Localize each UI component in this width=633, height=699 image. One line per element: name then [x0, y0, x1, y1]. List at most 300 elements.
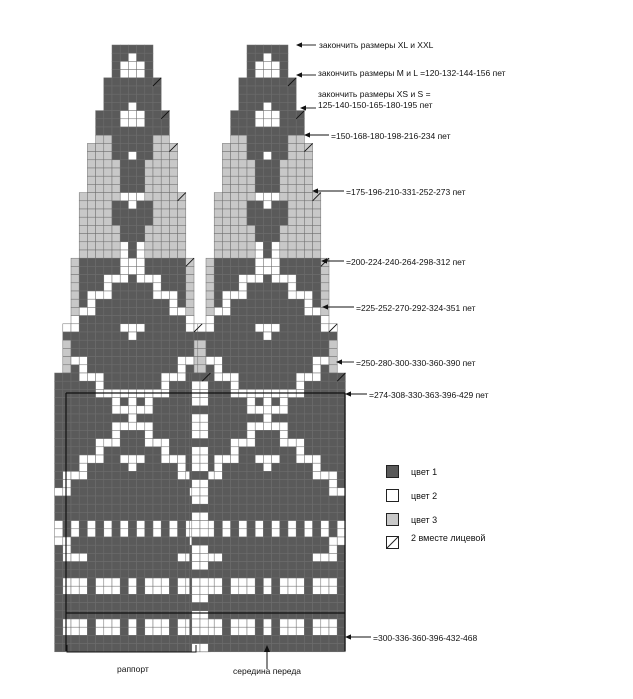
- chart-cell: [222, 463, 230, 471]
- chart-cell: [280, 488, 288, 496]
- chart-cell: [96, 307, 104, 315]
- chart-cell: [247, 78, 255, 86]
- chart-cell: [87, 406, 95, 414]
- chart-cell: [192, 619, 200, 627]
- chart-cell: [288, 102, 296, 110]
- chart-cell: [178, 496, 186, 504]
- chart-cell: [137, 250, 145, 258]
- chart-cell: [329, 463, 337, 471]
- chart-cell: [296, 455, 304, 463]
- chart-cell: [128, 242, 136, 250]
- chart-cell: [192, 447, 200, 455]
- chart-cell: [63, 348, 71, 356]
- chart-cell: [79, 430, 87, 438]
- chart-cell: [231, 275, 239, 283]
- chart-cell: [63, 627, 71, 635]
- chart-cell: [79, 455, 87, 463]
- chart-cell: [247, 471, 255, 479]
- chart-cell: [104, 127, 112, 135]
- chart-cell: [104, 86, 112, 94]
- chart-cell: [153, 529, 161, 537]
- chart-cell: [104, 242, 112, 250]
- chart-cell: [128, 176, 136, 184]
- chart-cell: [161, 250, 169, 258]
- chart-cell: [63, 578, 71, 586]
- chart-cell: [120, 340, 128, 348]
- chart-cell: [214, 512, 222, 520]
- chart-cell: [288, 586, 296, 594]
- chart-cell: [153, 406, 161, 414]
- legend-label-color3: цвет 3: [411, 514, 438, 525]
- chart-cell: [255, 512, 263, 520]
- chart-cell: [128, 102, 136, 110]
- chart-cell: [96, 234, 104, 242]
- chart-cell: [280, 644, 288, 652]
- chart-cell: [87, 398, 95, 406]
- chart-cell: [337, 447, 345, 455]
- chart-cell: [161, 201, 169, 209]
- chart-cell: [304, 496, 312, 504]
- chart-cell: [178, 406, 186, 414]
- chart-cell: [214, 553, 222, 561]
- chart-cell: [263, 586, 271, 594]
- chart-cell: [120, 365, 128, 373]
- chart-cell: [87, 447, 95, 455]
- chart-cell: [112, 111, 120, 119]
- chart-cell: [255, 562, 263, 570]
- chart-cell: [337, 619, 345, 627]
- chart-cell: [112, 627, 120, 635]
- chart-cell: [222, 217, 230, 225]
- chart-cell: [96, 348, 104, 356]
- chart-cell: [222, 480, 230, 488]
- chart-cell: [153, 176, 161, 184]
- chart-cell: [329, 439, 337, 447]
- chart-cell: [222, 348, 230, 356]
- chart-cell: [120, 316, 128, 324]
- chart-cell: [272, 422, 280, 430]
- chart-cell: [214, 340, 222, 348]
- chart-cell: [296, 414, 304, 422]
- chart-cell: [137, 644, 145, 652]
- chart-cell: [239, 168, 247, 176]
- chart-cell: [145, 414, 153, 422]
- chart-cell: [161, 127, 169, 135]
- chart-cell: [96, 635, 104, 643]
- chart-cell: [304, 340, 312, 348]
- chart-cell: [128, 430, 136, 438]
- chart-cell: [128, 45, 136, 53]
- chart-cell: [169, 644, 177, 652]
- chart-cell: [87, 512, 95, 520]
- chart-cell: [161, 627, 169, 635]
- chart-cell: [55, 529, 63, 537]
- chart-cell: [296, 644, 304, 652]
- chart-cell: [112, 119, 120, 127]
- chart-cell: [222, 381, 230, 389]
- chart-cell: [137, 225, 145, 233]
- chart-cell: [145, 86, 153, 94]
- chart-cell: [128, 644, 136, 652]
- chart-cell: [112, 316, 120, 324]
- chart-cell: [337, 512, 345, 520]
- chart-cell: [272, 94, 280, 102]
- chart-cell: [263, 373, 271, 381]
- chart-cell: [71, 275, 79, 283]
- chart-cell: [169, 201, 177, 209]
- chart-cell: [280, 193, 288, 201]
- chart-cell: [263, 504, 271, 512]
- chart-cell: [296, 430, 304, 438]
- chart-cell: [329, 398, 337, 406]
- chart-cell: [161, 619, 169, 627]
- chart-cell: [200, 635, 208, 643]
- chart-cell: [79, 332, 87, 340]
- chart-cell: [145, 586, 153, 594]
- chart-cell: [96, 439, 104, 447]
- chart-cell: [255, 283, 263, 291]
- chart-cell: [128, 553, 136, 561]
- chart-cell: [329, 348, 337, 356]
- chart-cell: [329, 340, 337, 348]
- chart-cell: [128, 299, 136, 307]
- chart-cell: [321, 471, 329, 479]
- chart-cell: [247, 365, 255, 373]
- chart-cell: [128, 316, 136, 324]
- chart-cell: [214, 406, 222, 414]
- chart-cell: [186, 275, 194, 283]
- chart-cell: [87, 627, 95, 635]
- chart-cell: [145, 455, 153, 463]
- chart-cell: [96, 160, 104, 168]
- chart-cell: [296, 266, 304, 274]
- chart-cell: [247, 406, 255, 414]
- chart-cell: [104, 512, 112, 520]
- chart-cell: [222, 365, 230, 373]
- chart-cell: [200, 594, 208, 602]
- chart-cell: [214, 250, 222, 258]
- chart-cell: [96, 504, 104, 512]
- chart-cell: [288, 504, 296, 512]
- chart-cell: [112, 529, 120, 537]
- chart-cell: [304, 225, 312, 233]
- chart-cell: [296, 209, 304, 217]
- chart-cell: [200, 398, 208, 406]
- chart-cell: [87, 184, 95, 192]
- chart-cell: [247, 357, 255, 365]
- chart-cell: [296, 512, 304, 520]
- chart-cell: [255, 414, 263, 422]
- chart-cell: [71, 553, 79, 561]
- chart-cell: [137, 307, 145, 315]
- chart-cell: [255, 332, 263, 340]
- chart-cell: [55, 586, 63, 594]
- chart-cell: [104, 627, 112, 635]
- chart-cell: [296, 127, 304, 135]
- chart-cell: [198, 348, 206, 356]
- chart-cell: [296, 299, 304, 307]
- chart-cell: [87, 357, 95, 365]
- chart-cell: [63, 611, 71, 619]
- chart-cell: [272, 53, 280, 61]
- chart-cell: [153, 512, 161, 520]
- chart-cell: [255, 611, 263, 619]
- chart-cell: [280, 160, 288, 168]
- chart-cell: [222, 332, 230, 340]
- chart-cell: [206, 258, 214, 266]
- chart-cell: [337, 635, 345, 643]
- chart-cell: [120, 119, 128, 127]
- chart-cell: [288, 357, 296, 365]
- chart-cell: [200, 578, 208, 586]
- chart-cell: [272, 217, 280, 225]
- chart-cell: [231, 562, 239, 570]
- chart-cell: [71, 594, 79, 602]
- chart-cell: [263, 111, 271, 119]
- chart-cell: [214, 193, 222, 201]
- chart-cell: [137, 70, 145, 78]
- chart-cell: [263, 635, 271, 643]
- chart-cell: [321, 340, 329, 348]
- chart-cell: [247, 102, 255, 110]
- chart-cell: [296, 332, 304, 340]
- chart-cell: [192, 488, 200, 496]
- chart-cell: [272, 340, 280, 348]
- chart-cell: [337, 611, 345, 619]
- chart-cell: [104, 78, 112, 86]
- chart-cell: [231, 234, 239, 242]
- chart-cell: [280, 275, 288, 283]
- chart-cell: [192, 471, 200, 479]
- chart-cell: [120, 283, 128, 291]
- annotation-arrow-head: [345, 634, 351, 639]
- chart-cell: [153, 242, 161, 250]
- chart-cell: [96, 152, 104, 160]
- chart-cell: [137, 94, 145, 102]
- chart-cell: [161, 463, 169, 471]
- chart-cell: [329, 521, 337, 529]
- chart-cell: [288, 365, 296, 373]
- chart-cell: [178, 439, 186, 447]
- chart-cell: [313, 373, 321, 381]
- chart-cell: [120, 422, 128, 430]
- chart-cell: [288, 512, 296, 520]
- chart-cell: [337, 521, 345, 529]
- chart-cell: [321, 373, 329, 381]
- chart-cell: [313, 537, 321, 545]
- chart-cell: [263, 307, 271, 315]
- chart-cell: [112, 201, 120, 209]
- chart-cell: [178, 234, 186, 242]
- chart-cell: [280, 242, 288, 250]
- chart-cell: [161, 586, 169, 594]
- chart-cell: [169, 234, 177, 242]
- annotation-row-175: =175-196-210-331-252-273 пет: [346, 187, 466, 197]
- chart-cell: [239, 94, 247, 102]
- annotation-row-225: =225-252-270-292-324-351 пет: [356, 303, 476, 313]
- chart-cell: [104, 562, 112, 570]
- chart-cell: [296, 119, 304, 127]
- chart-cell: [239, 119, 247, 127]
- chart-cell: [255, 217, 263, 225]
- chart-cell: [137, 168, 145, 176]
- chart-cell: [321, 553, 329, 561]
- chart-cell: [247, 152, 255, 160]
- chart-cell: [288, 545, 296, 553]
- chart-cell: [178, 381, 186, 389]
- chart-cell: [120, 406, 128, 414]
- chart-cell: [313, 275, 321, 283]
- chart-cell: [272, 332, 280, 340]
- chart-cell: [87, 275, 95, 283]
- chart-cell: [79, 258, 87, 266]
- chart-cell: [200, 521, 208, 529]
- chart-cell: [239, 488, 247, 496]
- chart-cell: [169, 480, 177, 488]
- chart-cell: [178, 209, 186, 217]
- chart-cell: [214, 430, 222, 438]
- chart-cell: [231, 635, 239, 643]
- chart-cell: [296, 422, 304, 430]
- chart-cell: [153, 586, 161, 594]
- chart-cell: [104, 152, 112, 160]
- chart-cell: [255, 594, 263, 602]
- chart-cell: [63, 529, 71, 537]
- chart-cell: [96, 127, 104, 135]
- chart-cell: [178, 619, 186, 627]
- chart-cell: [178, 299, 186, 307]
- chart-cell: [96, 266, 104, 274]
- chart-cell: [200, 586, 208, 594]
- chart-cell: [313, 332, 321, 340]
- chart-cell: [231, 348, 239, 356]
- chart-cell: [239, 521, 247, 529]
- chart-cell: [112, 635, 120, 643]
- chart-cell: [87, 365, 95, 373]
- chart-cell: [104, 111, 112, 119]
- chart-cell: [288, 234, 296, 242]
- chart-cell: [313, 455, 321, 463]
- chart-cell: [222, 414, 230, 422]
- chart-cell: [169, 512, 177, 520]
- chart-cell: [214, 529, 222, 537]
- chart-cell: [222, 299, 230, 307]
- chart-cell: [288, 275, 296, 283]
- chart-cell: [145, 627, 153, 635]
- chart-cell: [169, 184, 177, 192]
- chart-cell: [153, 307, 161, 315]
- chart-cell: [79, 537, 87, 545]
- chart-cell: [96, 455, 104, 463]
- chart-cell: [288, 225, 296, 233]
- chart-cell: [112, 471, 120, 479]
- chart-cell: [71, 291, 79, 299]
- chart-cell: [247, 45, 255, 53]
- chart-cell: [272, 373, 280, 381]
- chart-cell: [214, 275, 222, 283]
- chart-cell: [313, 627, 321, 635]
- chart-cell: [96, 119, 104, 127]
- chart-cell: [96, 480, 104, 488]
- chart-cell: [178, 521, 186, 529]
- chart-cell: [263, 86, 271, 94]
- chart-cell: [304, 611, 312, 619]
- chart-cell: [71, 398, 79, 406]
- chart-cell: [153, 152, 161, 160]
- chart-cell: [79, 398, 87, 406]
- chart-cell: [96, 422, 104, 430]
- chart-cell: [186, 299, 194, 307]
- chart-cell: [263, 414, 271, 422]
- chart-cell: [120, 562, 128, 570]
- chart-cell: [153, 316, 161, 324]
- chart-cell: [255, 373, 263, 381]
- chart-cell: [239, 111, 247, 119]
- chart-cell: [153, 184, 161, 192]
- chart-cell: [128, 111, 136, 119]
- chart-cell: [255, 537, 263, 545]
- chart-cell: [104, 168, 112, 176]
- chart-cell: [239, 209, 247, 217]
- chart-cell: [214, 578, 222, 586]
- chart-cell: [313, 365, 321, 373]
- chart-cell: [255, 184, 263, 192]
- chart-cell: [247, 324, 255, 332]
- chart-cell: [304, 488, 312, 496]
- chart-cell: [329, 365, 337, 373]
- chart-cell: [178, 291, 186, 299]
- chart-cell: [178, 324, 186, 332]
- chart-cell: [137, 184, 145, 192]
- chart-cell: [214, 619, 222, 627]
- chart-cell: [87, 594, 95, 602]
- chart-cell: [200, 422, 208, 430]
- chart-cell: [145, 78, 153, 86]
- chart-cell: [145, 562, 153, 570]
- chart-cell: [71, 488, 79, 496]
- chart-cell: [112, 143, 120, 151]
- chart-cell: [255, 143, 263, 151]
- chart-cell: [55, 430, 63, 438]
- chart-cell: [222, 291, 230, 299]
- chart-cell: [137, 316, 145, 324]
- chart-cell: [255, 570, 263, 578]
- chart-cell: [71, 266, 79, 274]
- chart-cell: [214, 414, 222, 422]
- chart-cell: [329, 562, 337, 570]
- chart-cell: [87, 168, 95, 176]
- chart-cell: [231, 586, 239, 594]
- chart-cell: [192, 455, 200, 463]
- chart-cell: [112, 176, 120, 184]
- chart-cell: [239, 644, 247, 652]
- chart-cell: [255, 102, 263, 110]
- chart-cell: [272, 152, 280, 160]
- chart-cell: [128, 422, 136, 430]
- chart-cell: [313, 357, 321, 365]
- chart-cell: [137, 143, 145, 151]
- chart-cell: [313, 201, 321, 209]
- chart-cell: [145, 521, 153, 529]
- chart-cell: [192, 398, 200, 406]
- chart-cell: [247, 53, 255, 61]
- chart-cell: [321, 496, 329, 504]
- chart-cell: [178, 644, 186, 652]
- chart-cell: [169, 562, 177, 570]
- chart-cell: [192, 381, 200, 389]
- chart-cell: [161, 488, 169, 496]
- chart-cell: [329, 619, 337, 627]
